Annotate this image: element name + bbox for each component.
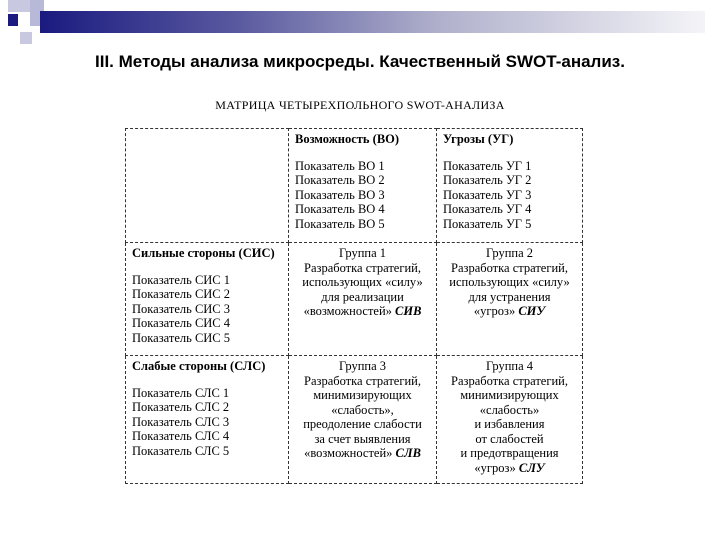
list-item: Показатель СИС 2 — [132, 287, 231, 301]
list-item: Показатель СЛС 4 — [132, 429, 230, 443]
weaknesses-header: Слабые стороны (СЛС) — [132, 359, 266, 373]
group-3-cell — [289, 356, 437, 484]
group-text: преодоление слабости — [303, 417, 422, 431]
group-text: Разработка стратегий, — [451, 373, 568, 388]
list-item: Показатель ВО 1 — [295, 158, 385, 173]
group-text: от слабостей — [475, 431, 544, 446]
list-item: Показатель ВО 2 — [295, 173, 385, 187]
threats-cell — [437, 129, 583, 243]
group-text: для устранения — [468, 289, 551, 304]
group-name: Группа 4 — [485, 359, 534, 373]
decor-square — [8, 0, 30, 12]
opportunities-cell — [289, 129, 437, 243]
group-code: СИУ — [518, 304, 546, 318]
group-code: СЛВ — [395, 446, 421, 460]
threats-header: Угрозы (УГ) — [443, 132, 514, 146]
group-text: и избавления — [474, 417, 545, 431]
list-item: Показатель СЛС 1 — [132, 385, 230, 400]
group-2-cell — [437, 243, 583, 356]
list-item: Показатель УГ 3 — [443, 187, 532, 202]
decor-square — [20, 32, 32, 44]
group-name: Группа 3 — [338, 359, 387, 373]
group-1-cell — [289, 243, 437, 356]
matrix-title: МАТРИЦА ЧЕТЫРЕХПОЛЬНОГО SWOT-АНАЛИЗА — [215, 98, 505, 112]
strengths-header: Сильные стороны (СИС) — [132, 246, 275, 260]
group-text: минимизирующих — [460, 388, 559, 402]
group-text: «угроз» — [473, 304, 516, 318]
list-item: Показатель ВО 3 — [295, 187, 385, 202]
strengths-cell — [126, 243, 289, 356]
group-name: Группа 2 — [485, 246, 534, 260]
group-text: Разработка стратегий, — [304, 260, 421, 275]
slide-title: III. Методы анализа микросреды. Качественный SWOT-анализ. — [95, 52, 625, 71]
list-item: Показатель ВО 5 — [295, 216, 385, 231]
group-text: «возможностей» — [304, 446, 393, 460]
empty-cell — [126, 129, 289, 243]
list-item: Показатель СЛС 2 — [132, 400, 230, 414]
group-text: за счет выявления — [314, 431, 411, 446]
group-4-cell — [437, 356, 583, 484]
group-text: Разработка стратегий, — [451, 260, 568, 275]
group-name: Группа 1 — [338, 246, 387, 260]
decor-square — [8, 14, 18, 26]
weaknesses-cell — [126, 356, 289, 484]
group-text: «слабость» — [479, 402, 540, 417]
group-text: использующих «силу» — [302, 275, 423, 289]
list-item: Показатель СЛС 5 — [132, 443, 230, 458]
list-item: Показатель СИС 4 — [132, 316, 231, 330]
list-item: Показатель УГ 5 — [443, 216, 532, 231]
group-text: использующих «силу» — [449, 275, 570, 289]
group-code: СЛУ — [518, 460, 545, 475]
group-text: «угроз» — [474, 460, 516, 475]
group-code: СИВ — [395, 304, 422, 318]
list-item: Показатель СЛС 3 — [132, 414, 230, 429]
group-text: минимизирующих — [313, 388, 412, 402]
header-gradient-bar — [40, 11, 705, 33]
group-text: для реализации — [321, 289, 404, 304]
list-item: Показатель СИС 5 — [132, 330, 231, 345]
swot-matrix — [125, 128, 583, 484]
group-text: «слабость», — [331, 402, 394, 417]
list-item: Показатель УГ 2 — [443, 173, 532, 187]
list-item: Показатель СИС 1 — [132, 272, 231, 287]
group-text: Разработка стратегий, — [304, 373, 421, 388]
list-item: Показатель УГ 1 — [443, 158, 532, 173]
group-text: и предотвращения — [460, 446, 559, 460]
list-item: Показатель ВО 4 — [295, 202, 385, 216]
list-item: Показатель СИС 3 — [132, 301, 231, 316]
group-text: «возможностей» — [303, 304, 392, 318]
list-item: Показатель УГ 4 — [443, 202, 532, 216]
opportunities-header: Возможность (ВО) — [295, 132, 400, 146]
